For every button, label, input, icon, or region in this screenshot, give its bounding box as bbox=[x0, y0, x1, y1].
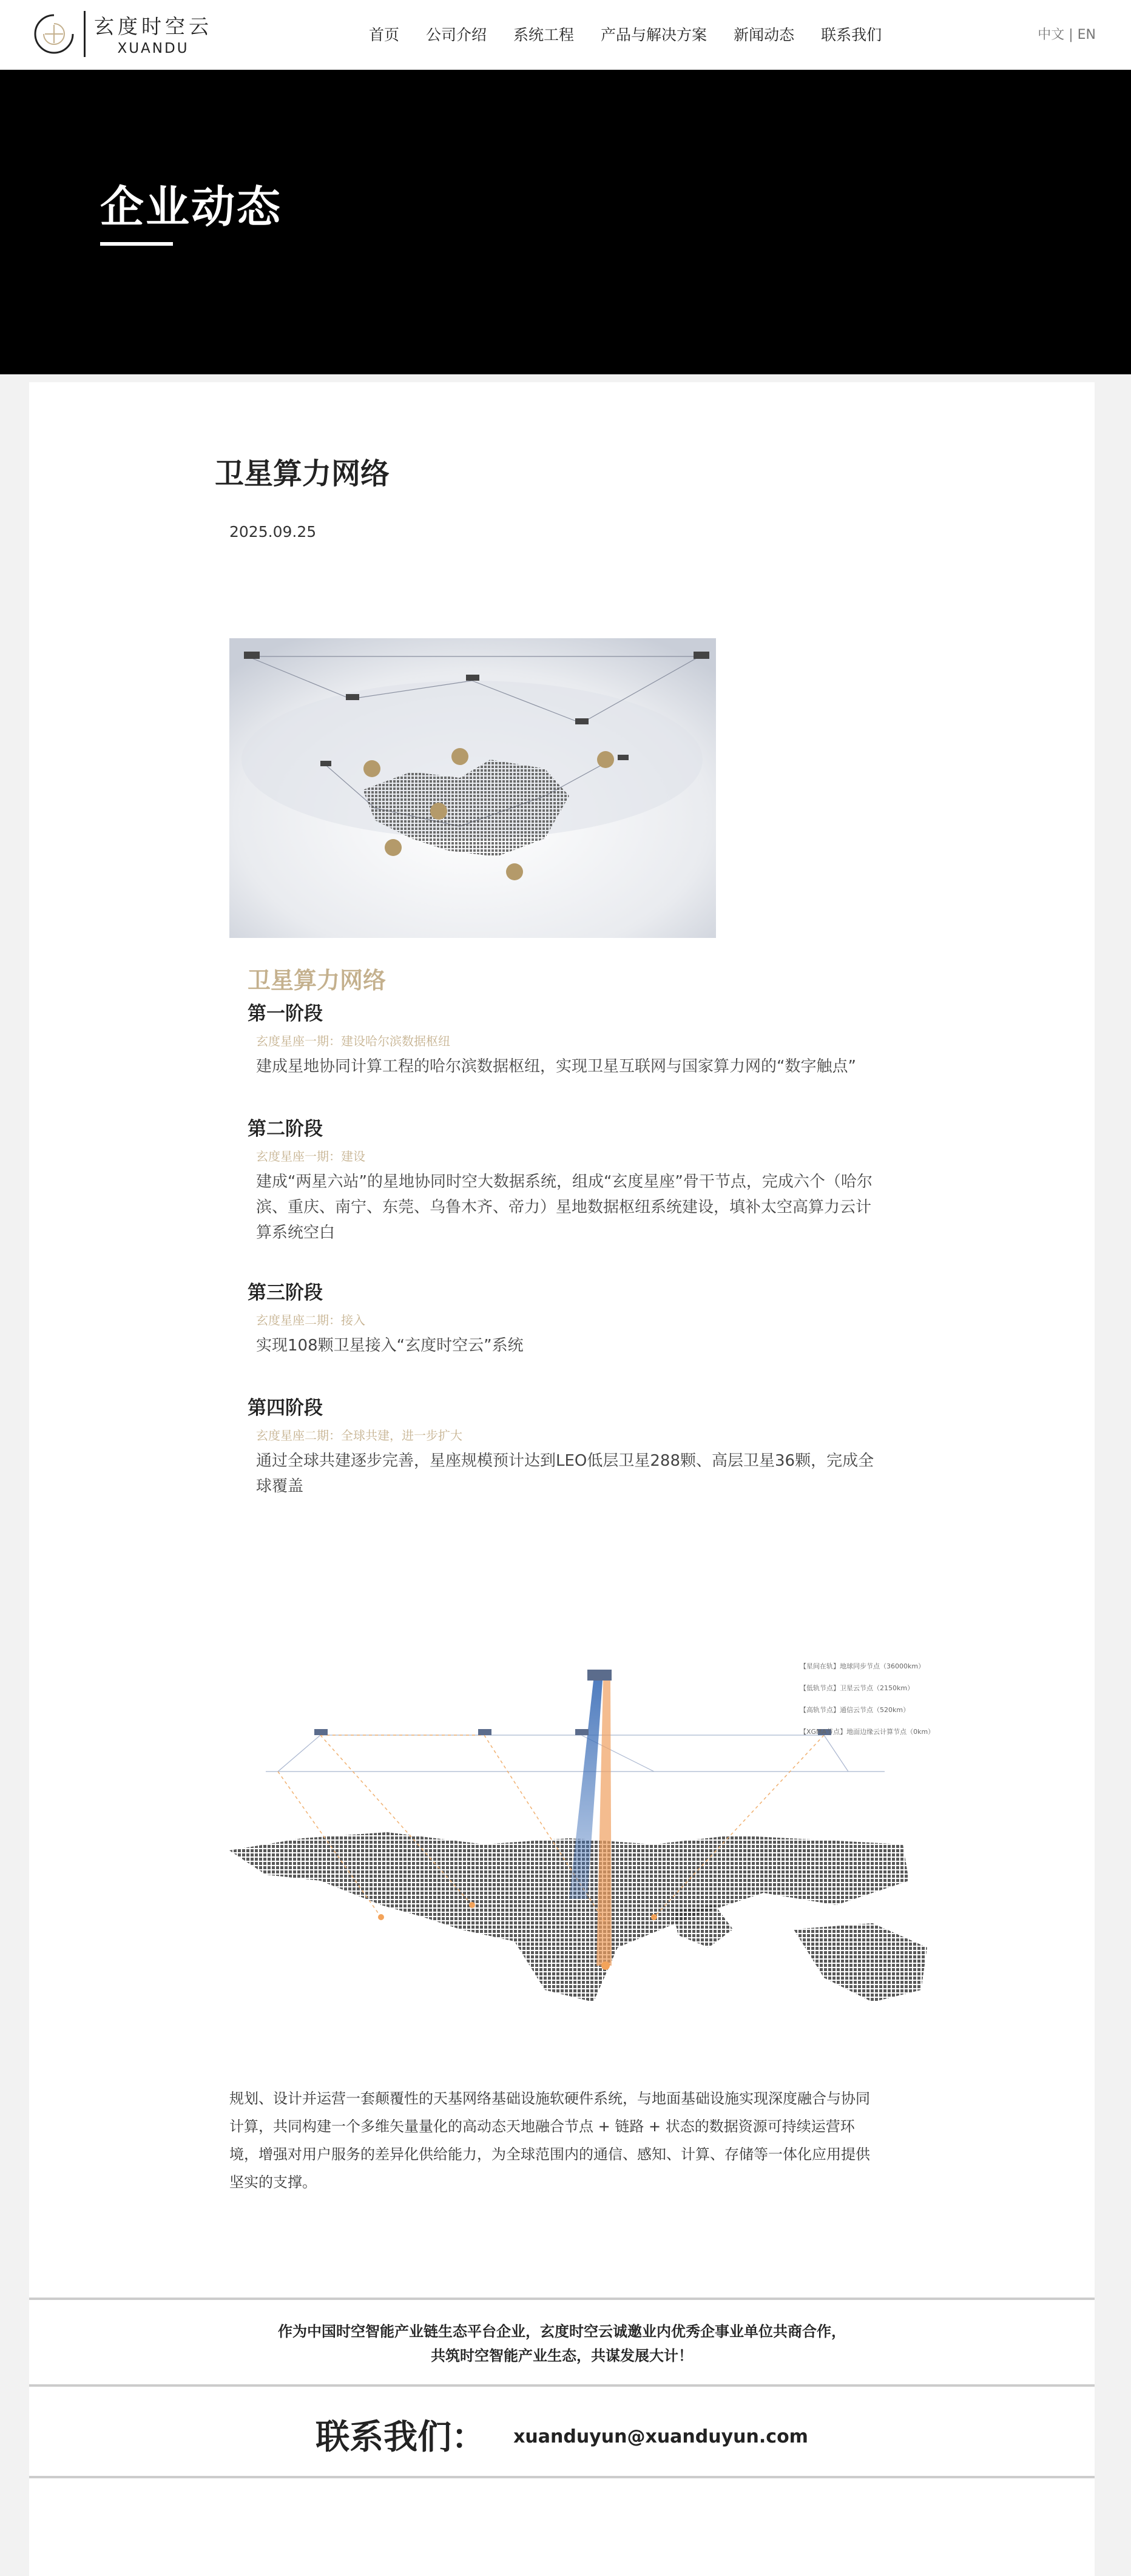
logo-divider bbox=[84, 11, 86, 57]
logo-en-text: XUANDU bbox=[117, 41, 189, 56]
promo-line-1: 作为中国时空智能产业链生态平台企业，玄度时空云诚邀业内优秀企事业单位共商合作， bbox=[278, 2323, 846, 2340]
contact-email-link[interactable]: xuanduyun@xuanduyun.com bbox=[513, 2426, 808, 2447]
article-paragraph: 规划、设计并运营一套颠覆性的天基网络基础设施软硬件系统，与地面基础设施实现深度融合与协同计算，共同构建一个多维矢量量化的高动态天地融合节点 + 链路 + 状态的数据资源可持续运营环境，增强对用户服务的差异化供给能力，为全球范围内的通信、感知、计算、存储等一体化应用提供坚实的支撑。 bbox=[229, 2090, 870, 2191]
stage-subtitle: 玄度星座二期：全球共建，进一步扩大 bbox=[256, 1428, 462, 1443]
stage-1 bbox=[248, 998, 885, 1079]
nav-products[interactable]: 产品与解决方案 bbox=[601, 26, 707, 44]
legend-item: 【星间在轨】地球同步节点（36000km） bbox=[800, 1662, 925, 1670]
legend-item: 【高轨节点】通信云节点（520km） bbox=[800, 1706, 910, 1714]
logo-cn-text: 玄度时空云 bbox=[94, 15, 212, 38]
stage-description: 通过全球共建逐步完善，星座规模预计达到LEO低层卫星288颗、高层卫星36颗，完成全球覆盖 bbox=[256, 1452, 874, 1495]
promo-line-2: 共筑时空智能产业生态，共谋发展大计！ bbox=[431, 2347, 693, 2364]
nav-news[interactable]: 新闻动态 bbox=[734, 26, 795, 44]
stage-title: 第四阶段 bbox=[248, 1397, 323, 1419]
stage-2 bbox=[248, 1113, 885, 1246]
section-heading: 卫星算力网络 bbox=[248, 967, 387, 994]
banner-title: 企业动态 bbox=[100, 181, 283, 232]
stage-title: 第一阶段 bbox=[248, 1003, 323, 1025]
stage-subtitle: 玄度星座一期：建设哈尔滨数据枢纽 bbox=[256, 1034, 450, 1048]
logo-icon bbox=[32, 12, 76, 56]
stage-subtitle: 玄度星座二期：接入 bbox=[256, 1313, 365, 1327]
contact-row bbox=[29, 2410, 1095, 2459]
lang-cn-link[interactable]: 中文 bbox=[1038, 27, 1065, 42]
nav-about[interactable]: 公司介绍 bbox=[426, 26, 487, 44]
lang-en-link[interactable]: EN bbox=[1077, 27, 1096, 42]
article-card bbox=[29, 382, 1095, 2576]
stage-title: 第二阶段 bbox=[248, 1118, 323, 1140]
language-switch bbox=[1038, 24, 1096, 43]
stage-3 bbox=[248, 1277, 885, 1358]
stage-title: 第三阶段 bbox=[248, 1282, 323, 1304]
footer-divider-middle bbox=[29, 2384, 1095, 2387]
page-banner bbox=[0, 70, 1131, 374]
global-network-map-image bbox=[229, 1662, 940, 2038]
footer-divider-top bbox=[29, 2298, 1095, 2300]
nav-systems[interactable]: 系统工程 bbox=[513, 26, 575, 44]
stage-description: 建成“两星六站”的星地协同时空大数据系统，组成“玄度星座”骨干节点，完成六个（哈尔滨、重庆、南宁、东莞、乌鲁木齐、帝力）星地数据枢纽系统建设，填补太空高算力云计算系统空白 bbox=[256, 1173, 873, 1242]
logo[interactable] bbox=[32, 5, 212, 62]
footer-divider-bottom bbox=[29, 2476, 1095, 2478]
main-nav bbox=[369, 23, 908, 45]
lang-separator: | bbox=[1069, 27, 1073, 42]
contact-label: 联系我们： bbox=[316, 2418, 486, 2457]
stage-4 bbox=[248, 1392, 885, 1499]
legend-item: 【XGMA节点】地面边缘云计算节点（0km） bbox=[800, 1728, 935, 1736]
footer-promo bbox=[29, 2319, 1095, 2368]
nav-contact[interactable]: 联系我们 bbox=[821, 26, 882, 44]
stage-description: 建成星地协同计算工程的哈尔滨数据枢纽，实现卫星互联网与国家算力网的“数字触点” bbox=[256, 1057, 856, 1076]
banner-underline bbox=[100, 242, 173, 246]
article-title: 卫星算力网络 bbox=[215, 457, 390, 491]
stage-subtitle: 玄度星座一期：建设 bbox=[256, 1149, 365, 1164]
stage-description: 实现108颗卫星接入“玄度时空云”系统 bbox=[256, 1337, 524, 1355]
site-header bbox=[0, 0, 1131, 70]
legend-item: 【低轨节点】卫星云节点（2150km） bbox=[800, 1684, 914, 1692]
article-date: 2025.09.25 bbox=[229, 523, 317, 541]
china-satellite-network-image bbox=[229, 638, 716, 938]
nav-home[interactable]: 首页 bbox=[369, 26, 400, 44]
